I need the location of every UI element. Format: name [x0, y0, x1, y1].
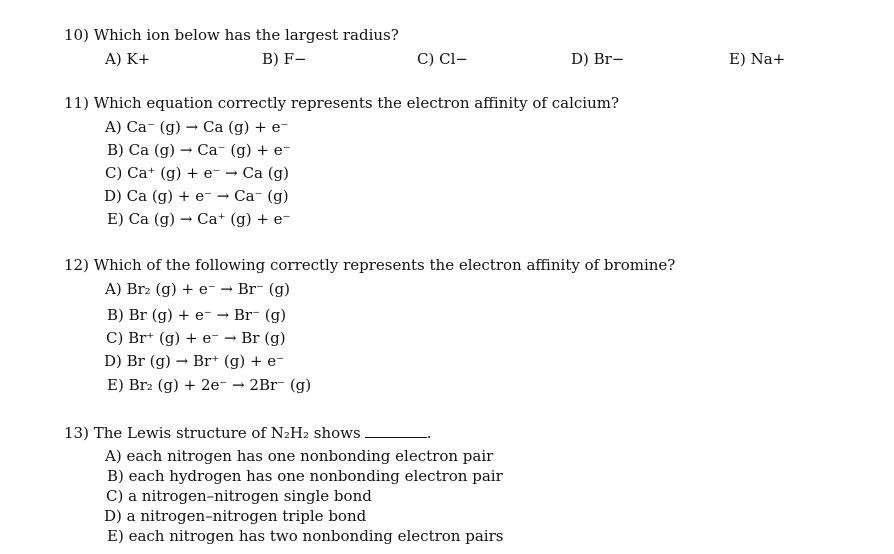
question-13-option-e: E) each nitrogen has two nonbonding electron pairs — [107, 527, 504, 545]
question-11-stem: 11) Which equation correctly represents the electron affinity of calcium? — [64, 94, 620, 112]
question-13-option-d: D) a nitrogen–nitrogen triple bond — [104, 507, 367, 525]
question-12-option-b: B) Br (g) + e⁻ → Br⁻ (g) — [107, 306, 287, 324]
question-13-stem-row — [64, 424, 431, 442]
question-10-option-e: E) Na+ — [729, 50, 786, 68]
question-12-stem: 12) Which of the following correctly represents the electron affinity of bromine? — [64, 256, 676, 274]
question-10-option-b: B) F− — [262, 50, 307, 68]
question-10-option-a: A) K+ — [105, 50, 151, 68]
question-11-option-c: C) Ca⁺ (g) + e⁻ → Ca (g) — [105, 164, 290, 182]
question-11-option-a: A) Ca⁻ (g) → Ca (g) + e⁻ — [105, 118, 289, 136]
question-13-stem: 13) The Lewis structure of N₂H₂ shows — [64, 424, 361, 442]
question-10-option-c: C) Cl− — [417, 50, 468, 68]
question-13-option-a: A) each nitrogen has one nonbonding electron pair — [105, 447, 494, 465]
question-10-option-d: D) Br− — [571, 50, 625, 68]
question-12-option-c: C) Br⁺ (g) + e⁻ → Br (g) — [106, 329, 286, 347]
question-12-option-d: D) Br (g) → Br⁺ (g) + e⁻ — [104, 352, 285, 370]
question-10-stem: 10) Which ion below has the largest radius? — [64, 26, 399, 44]
question-12-option-e: E) Br₂ (g) + 2e⁻ → 2Br⁻ (g) — [107, 376, 312, 394]
question-13-option-b: B) each hydrogen has one nonbonding electron pair — [107, 467, 503, 485]
question-13-option-c: C) a nitrogen–nitrogen single bond — [106, 487, 372, 505]
question-11-option-d: D) Ca (g) + e⁻ → Ca⁻ (g) — [104, 187, 289, 205]
question-13-stem-end: . — [426, 424, 432, 442]
question-11-option-b: B) Ca (g) → Ca⁻ (g) + e⁻ — [107, 141, 291, 159]
answer-blank — [365, 427, 427, 438]
question-12-option-a: A) Br₂ (g) + e⁻ → Br⁻ (g) — [105, 280, 290, 298]
question-11-option-e: E) Ca (g) → Ca⁺ (g) + e⁻ — [107, 210, 291, 228]
